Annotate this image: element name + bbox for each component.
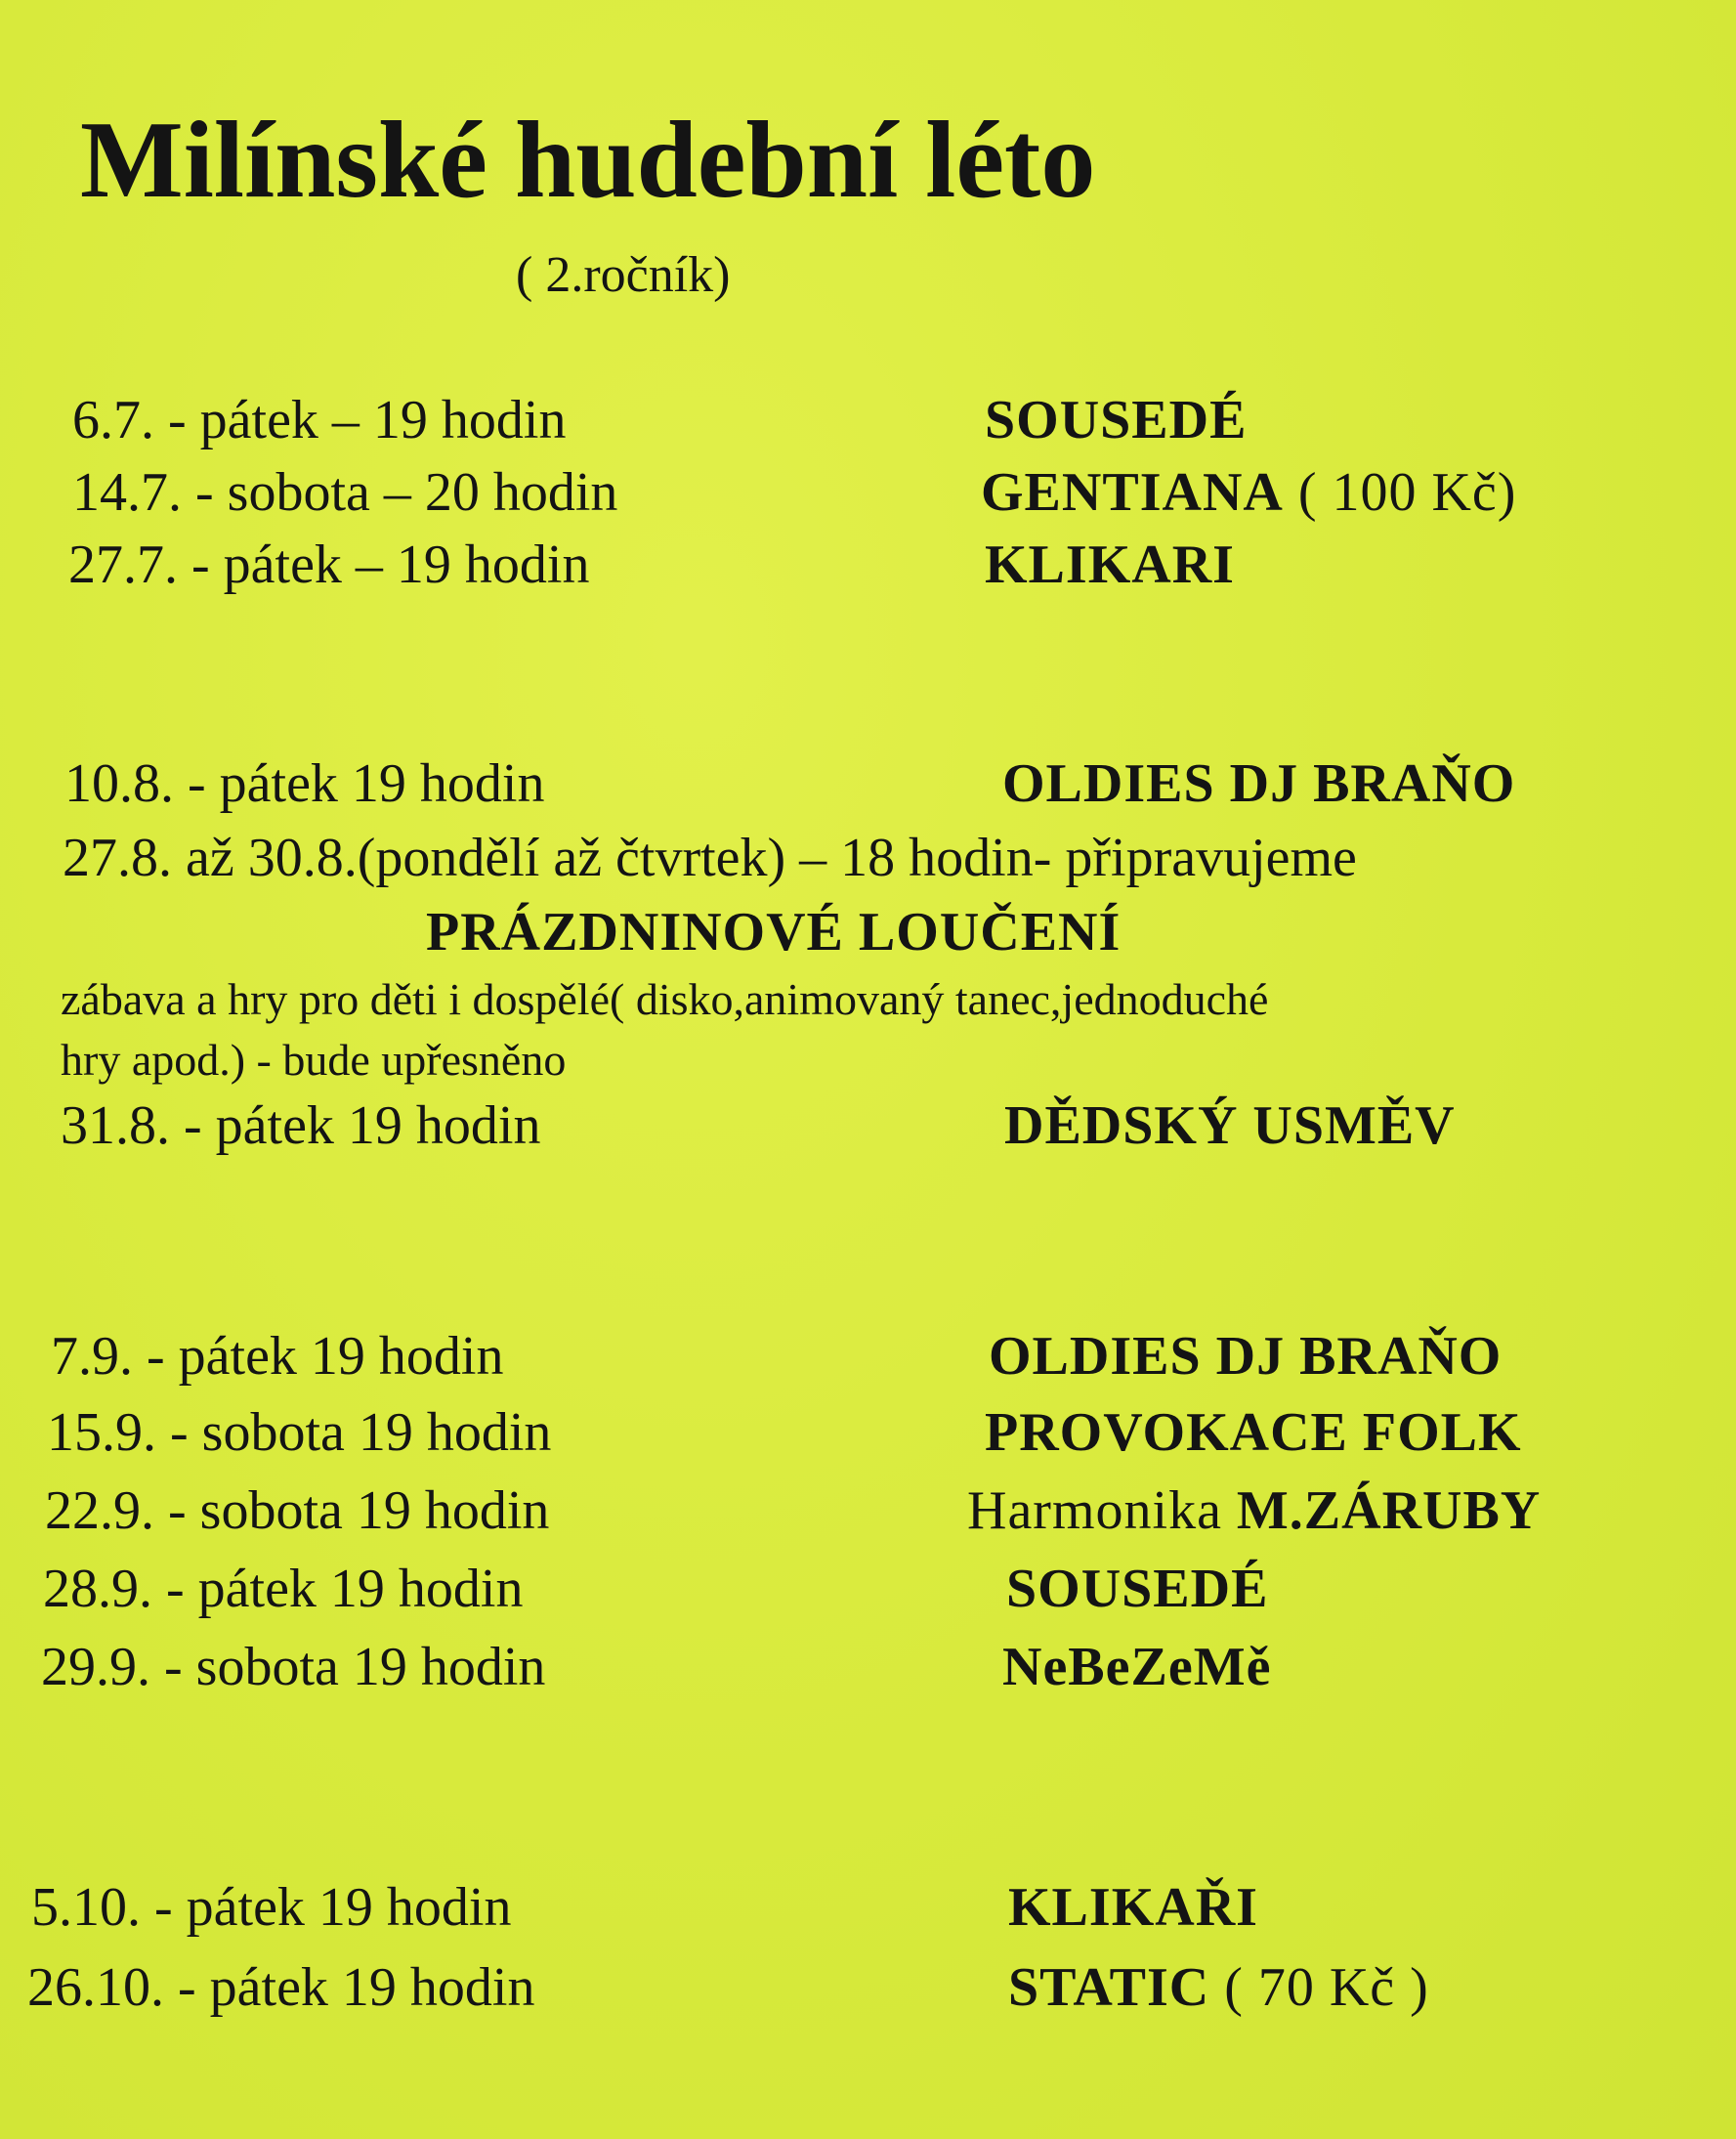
july-row-2-band: GENTIANA: [981, 462, 1284, 523]
october-row-2-price: ( 70 Kč ): [1209, 1957, 1429, 2018]
august-row-1-band: OLDIES DJ BRAŇO: [1002, 753, 1516, 814]
september-row-2-band: PROVOKACE FOLK: [985, 1402, 1522, 1463]
september-row-3-band: M.ZÁRUBY: [1236, 1480, 1542, 1541]
september-row-4-band: SOUSEDÉ: [1006, 1559, 1269, 1619]
july-row-1-date: 6.7. - pátek – 19 hodin: [72, 390, 567, 450]
july-row-1-band: SOUSEDÉ: [985, 390, 1248, 450]
september-row-3-prefix: Harmonika: [967, 1480, 1237, 1541]
poster-subtitle: ( 2.ročník): [516, 247, 731, 303]
september-row-5-band: NeBeZeMě: [1002, 1637, 1272, 1697]
september-row-4-date: 28.9. - pátek 19 hodin: [43, 1559, 524, 1619]
september-row-3-date: 22.9. - sobota 19 hodin: [45, 1480, 550, 1541]
october-row-1-date: 5.10. - pátek 19 hodin: [31, 1877, 512, 1938]
july-row-2-date: 14.7. - sobota – 20 hodin: [72, 462, 618, 523]
july-row-2-price: ( 100 Kč): [1283, 462, 1517, 523]
july-row-2-band-wrap: [981, 462, 1517, 523]
september-row-5-date: 29.9. - sobota 19 hodin: [41, 1637, 546, 1697]
september-row-2-date: 15.9. - sobota 19 hodin: [47, 1402, 552, 1463]
october-row-2-band: STATIC: [1008, 1957, 1210, 2018]
september-row-1-date: 7.9. - pátek 19 hodin: [51, 1326, 504, 1387]
july-row-3-band: KLIKARI: [985, 535, 1235, 595]
september-row-3-band-wrap: [967, 1480, 1542, 1541]
august-row-3-date: 31.8. - pátek 19 hodin: [61, 1095, 541, 1156]
august-note-line-1: zábava a hry pro děti i dospělé( disko,animovaný tanec,jednoduché: [61, 974, 1269, 1024]
august-row-2-text: 27.8. až 30.8.(pondělí až čtvrtek) – 18 hodin- připravujeme: [63, 828, 1357, 888]
poster-title: Milínské hudební léto: [80, 100, 1096, 221]
october-row-1-band: KLIKAŘI: [1008, 1877, 1258, 1938]
august-row-1-date: 10.8. - pátek 19 hodin: [64, 753, 545, 814]
august-note-line-2: hry apod.) - bude upřesněno: [61, 1035, 567, 1085]
july-row-3-date: 27.7. - pátek – 19 hodin: [68, 535, 590, 595]
august-event-title: PRÁZDNINOVÉ LOUČENÍ: [426, 902, 1122, 963]
august-row-3-band: DĚDSKÝ USMĚV: [1004, 1095, 1456, 1156]
october-row-2-date: 26.10. - pátek 19 hodin: [27, 1957, 535, 2018]
october-row-2-band-wrap: [1008, 1957, 1429, 2018]
september-row-1-band: OLDIES DJ BRAŇO: [989, 1326, 1503, 1387]
